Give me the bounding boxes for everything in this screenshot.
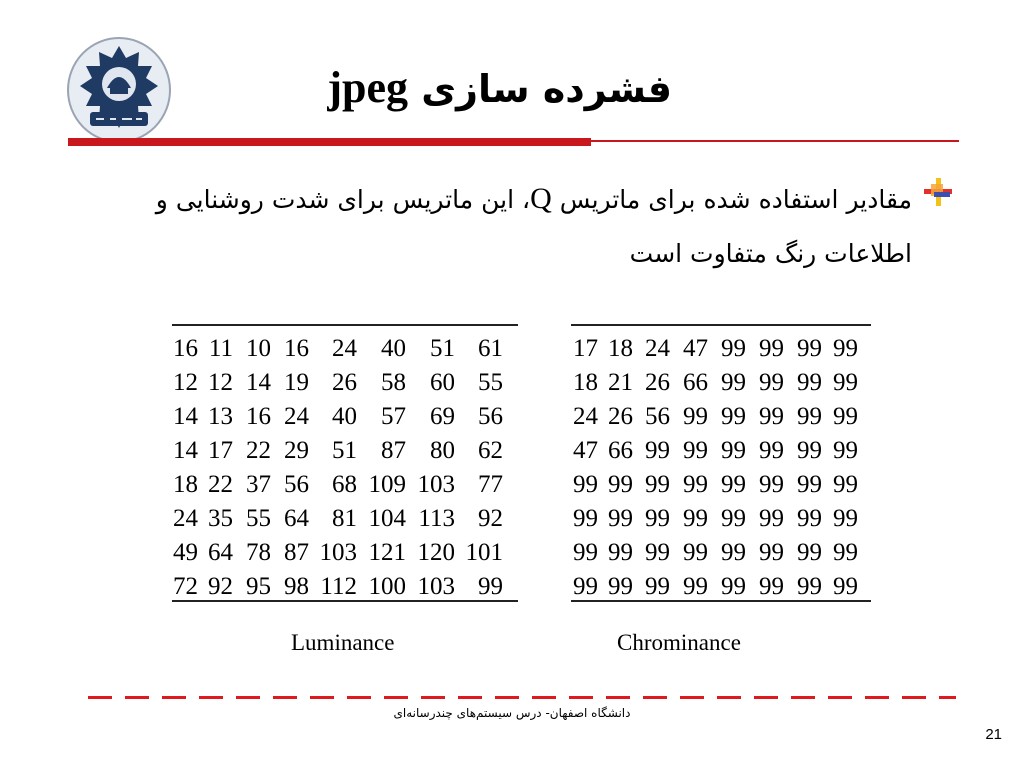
matrix-cell: 24: [332, 335, 357, 362]
matrix-cell: 66: [683, 369, 708, 396]
matrix-cell: 16: [246, 403, 271, 430]
matrix-cell: 109: [368, 471, 406, 498]
table-row: [172, 366, 518, 400]
matrix-cell: 99: [721, 403, 746, 430]
matrix-cell: 24: [645, 335, 670, 362]
matrix-cell: 47: [573, 437, 598, 464]
matrix-cell: 29: [284, 437, 309, 464]
matrix-cell: 99: [833, 335, 858, 362]
bullet-part1: مقادیر استفاده شده برای ماتریس: [559, 185, 912, 214]
matrix-cell: 99: [721, 335, 746, 362]
matrix-cell: 80: [430, 437, 455, 464]
matrix-cell: 99: [683, 505, 708, 532]
matrix-cell: 99: [833, 471, 858, 498]
matrix-cell: 77: [478, 471, 503, 498]
matrix-cell: 99: [721, 539, 746, 566]
matrix-cell: 99: [759, 369, 784, 396]
matrix-cell: 81: [332, 505, 357, 532]
chrominance-caption: Chrominance: [617, 630, 741, 655]
footer-text: دانشگاه اصفهان- درس سیستم‌های چندرسانه‌ای: [393, 706, 631, 720]
matrix-cell: 16: [284, 335, 309, 362]
matrix-cell: 100: [368, 573, 406, 600]
matrix-cell: 92: [208, 573, 233, 600]
matrix-cell: 18: [573, 369, 598, 396]
matrix-cell: 99: [833, 573, 858, 600]
table-row: [571, 332, 871, 366]
matrix-cell: 62: [478, 437, 503, 464]
matrix-cell: 99: [797, 437, 822, 464]
matrix-cell: 99: [759, 403, 784, 430]
table-row: [571, 570, 871, 604]
matrix-cell: 99: [683, 573, 708, 600]
matrix-cell: 99: [573, 539, 598, 566]
matrix-cell: 103: [417, 573, 455, 600]
matrix-cell: 99: [833, 539, 858, 566]
matrix-cell: 18: [608, 335, 633, 362]
slide-title: [327, 62, 672, 113]
matrix-cell: 22: [246, 437, 271, 464]
matrix-cell: 121: [368, 539, 406, 566]
table-row: [172, 332, 518, 366]
title-underline-thick: [68, 138, 591, 146]
matrix-cell: 99: [683, 471, 708, 498]
matrix-cell: 99: [759, 573, 784, 600]
matrix-cell: 87: [381, 437, 406, 464]
matrix-cell: 120: [417, 539, 455, 566]
matrix-cell: 68: [332, 471, 357, 498]
matrix-cell: 57: [381, 403, 406, 430]
matrix-cell: 99: [759, 437, 784, 464]
matrix-cell: 99: [683, 437, 708, 464]
table-row: [571, 502, 871, 536]
bullet-q: Q: [530, 182, 552, 215]
bullet-part2: ، این ماتریس برای شدت روشنایی و اطلاعات رنگ متفاوت است: [155, 185, 912, 268]
matrix-cell: 99: [573, 573, 598, 600]
matrix-cell: 101: [465, 539, 503, 566]
footer-dashed-divider: [88, 696, 956, 699]
plus-cross-icon: [922, 176, 954, 208]
matrix-cell: 72: [173, 573, 198, 600]
matrix-cell: 11: [208, 335, 233, 362]
matrix-cell: 14: [173, 437, 198, 464]
matrix-cell: 26: [608, 403, 633, 430]
matrix-cell: 99: [797, 335, 822, 362]
matrix-cell: 99: [645, 437, 670, 464]
bullet-text: [112, 172, 912, 281]
matrix-cell: 99: [833, 403, 858, 430]
table-row: [172, 570, 518, 604]
matrix-cell: 99: [573, 505, 598, 532]
matrix-cell: 99: [645, 471, 670, 498]
matrix-cell: 12: [173, 369, 198, 396]
matrix-cell: 99: [683, 403, 708, 430]
matrix-cell: 99: [759, 471, 784, 498]
matrix-cell: 66: [608, 437, 633, 464]
matrix-cell: 55: [478, 369, 503, 396]
matrix-cell: 64: [284, 505, 309, 532]
matrix-cell: 14: [173, 403, 198, 430]
matrix-cell: 92: [478, 505, 503, 532]
matrix-cell: 19: [284, 369, 309, 396]
matrix-cell: 51: [332, 437, 357, 464]
matrix-cell: 103: [319, 539, 357, 566]
matrix-cell: 87: [284, 539, 309, 566]
matrix-cell: 99: [759, 335, 784, 362]
page-number: 21: [985, 726, 1002, 743]
matrix-cell: 99: [608, 539, 633, 566]
matrix-cell: 99: [833, 369, 858, 396]
matrix-cell: 56: [478, 403, 503, 430]
university-logo-icon: [66, 36, 172, 144]
matrix-cell: 99: [645, 505, 670, 532]
matrix-cell: 40: [332, 403, 357, 430]
matrix-cell: 99: [608, 471, 633, 498]
table-row: [172, 536, 518, 570]
matrix-cell: 17: [573, 335, 598, 362]
table-row: [571, 536, 871, 570]
luminance-caption: Luminance: [291, 630, 395, 655]
matrix-cell: 13: [208, 403, 233, 430]
chrominance-table: [571, 324, 871, 604]
table-row: [172, 400, 518, 434]
table-row: [172, 502, 518, 536]
matrix-cell: 99: [683, 539, 708, 566]
matrix-cell: 99: [797, 539, 822, 566]
table-row: [571, 400, 871, 434]
matrix-cell: 99: [759, 539, 784, 566]
matrix-cell: 60: [430, 369, 455, 396]
matrix-cell: 99: [478, 573, 503, 600]
matrix-cell: 37: [246, 471, 271, 498]
matrix-cell: 99: [645, 573, 670, 600]
matrix-cell: 61: [478, 335, 503, 362]
luminance-table: [172, 324, 518, 604]
matrix-cell: 99: [721, 471, 746, 498]
table-row: [172, 468, 518, 502]
matrix-cell: 99: [759, 505, 784, 532]
matrix-cell: 58: [381, 369, 406, 396]
matrix-cell: 99: [797, 573, 822, 600]
matrix-cell: 99: [721, 437, 746, 464]
matrix-cell: 99: [608, 573, 633, 600]
matrix-cell: 103: [417, 471, 455, 498]
matrix-cell: 99: [721, 505, 746, 532]
matrix-cell: 49: [173, 539, 198, 566]
matrix-cell: 12: [208, 369, 233, 396]
matrix-cell: 14: [246, 369, 271, 396]
matrix-cell: 56: [645, 403, 670, 430]
table-row: [571, 366, 871, 400]
matrix-cell: 18: [173, 471, 198, 498]
matrix-cell: 26: [645, 369, 670, 396]
matrix-cell: 56: [284, 471, 309, 498]
matrix-cell: 99: [645, 539, 670, 566]
matrix-cell: 99: [833, 437, 858, 464]
matrix-cell: 112: [320, 573, 357, 600]
matrix-cell: 51: [430, 335, 455, 362]
matrix-cell: 78: [246, 539, 271, 566]
matrix-cell: 113: [418, 505, 455, 532]
table-row: [172, 434, 518, 468]
table-row: [571, 434, 871, 468]
matrix-cell: 104: [368, 505, 406, 532]
title-underline-thin: [591, 140, 959, 142]
matrix-cell: 69: [430, 403, 455, 430]
matrix-cell: 24: [573, 403, 598, 430]
title-latin: jpeg: [327, 63, 409, 112]
matrix-cell: 40: [381, 335, 406, 362]
matrix-cell: 22: [208, 471, 233, 498]
table-row: [571, 468, 871, 502]
matrix-cell: 99: [608, 505, 633, 532]
matrix-cell: 99: [721, 573, 746, 600]
matrix-cell: 64: [208, 539, 233, 566]
matrix-cell: 98: [284, 573, 309, 600]
matrix-cell: 16: [173, 335, 198, 362]
matrix-cell: 26: [332, 369, 357, 396]
matrix-cell: 99: [797, 471, 822, 498]
matrix-cell: 47: [683, 335, 708, 362]
matrix-cell: 24: [284, 403, 309, 430]
matrix-cell: 35: [208, 505, 233, 532]
matrix-cell: 95: [246, 573, 271, 600]
matrix-cell: 21: [608, 369, 633, 396]
matrix-cell: 99: [797, 403, 822, 430]
matrix-cell: 99: [721, 369, 746, 396]
matrix-cell: 99: [573, 471, 598, 498]
matrix-cell: 99: [797, 505, 822, 532]
matrix-cell: 55: [246, 505, 271, 532]
table-top-border: [571, 324, 871, 326]
matrix-cell: 24: [173, 505, 198, 532]
matrix-cell: 10: [246, 335, 271, 362]
matrix-cell: 17: [208, 437, 233, 464]
title-persian: فشرده سازی: [421, 67, 672, 111]
table-top-border: [172, 324, 518, 326]
matrix-cell: 99: [833, 505, 858, 532]
matrix-cell: 99: [797, 369, 822, 396]
